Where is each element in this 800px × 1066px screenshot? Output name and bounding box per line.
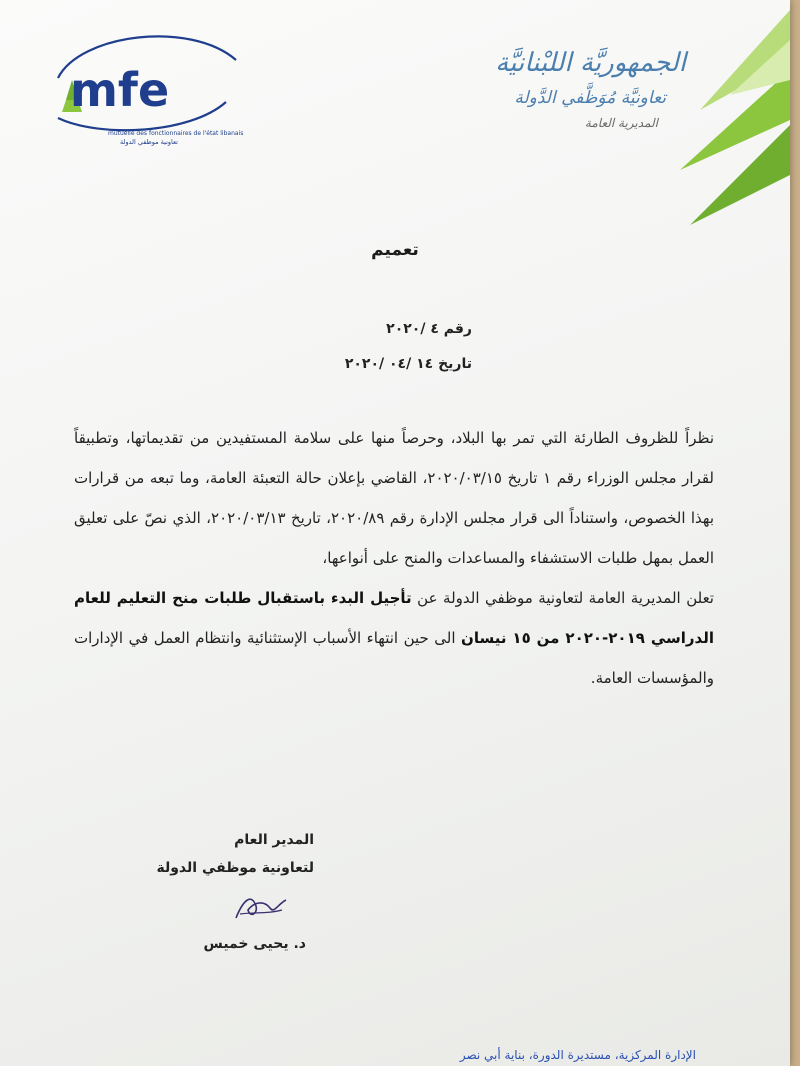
- mfe-logo-mark: [40, 26, 240, 136]
- letterhead-institution: تعاونيَّة مُوَظَّفي الدَّولة: [514, 88, 666, 108]
- handwritten-signature: [230, 888, 290, 928]
- footer-address: الإدارة المركزية، مستديرة الدورة، بناية أبي نصر: [459, 1048, 696, 1062]
- body-paragraph-1: نظراً للظروف الطارئة التي تمر بها البلاد، وحرصاً منها على سلامة المستفيدين من تقديماتها، وتطبيقاً لقرار مجلس الوزراء رقم ١ تاريخ ٢٠٢٠/٠٣/١٥، القاضي بإعلان حالة التعبئة العامة، وما تبعه من قرارات بهذا الخصوص، واستناداً الى قرار مجلس الإدارة رقم ٢٠٢٠/٨٩، تاريخ ٢٠٢٠/٠٣/١٣، الذي نصّ على تعليق العمل بمهل طلبات الاستشفاء والمساعدات والمنح على أنواعها،: [74, 429, 714, 567]
- circular-date: تاريخ ١٤ /٠٤ /٢٠٢٠: [344, 356, 472, 372]
- letterhead: [495, 46, 686, 130]
- document-title: تعميم: [371, 240, 419, 260]
- signature-role: المدير العام: [234, 832, 314, 848]
- paragraph-2-emphasis: تأجيل البدء باستقبال طلبات منح التعليم للعام الدراسي ٢٠١٩-٢٠٢٠ من ١٥ نيسان: [74, 589, 714, 647]
- paragraph-2-tail: الى حين انتهاء الأسباب الإستثنائية وانتظام العمل في الإدارات والمؤسسات العامة.: [74, 629, 714, 687]
- letterhead-republic: الجمهوريَّة اللبْنانيَّة: [495, 48, 686, 78]
- signature-block: [156, 826, 314, 882]
- letterhead-directorate: المديرية العامة: [584, 116, 658, 130]
- mfe-logo: [40, 26, 244, 156]
- logo-caption-french: mutuelle des fonctionnaires de l'état libanais: [108, 130, 244, 137]
- mfe-logo-text: mfe: [70, 63, 170, 117]
- decorative-stripes: [680, 0, 790, 230]
- signature-organization: لتعاونية موظفي الدولة: [156, 860, 314, 876]
- paragraph-2-lead: تعلن المديرية العامة لتعاونية موظفي الدولة عن: [411, 589, 714, 607]
- signatory-name: د. يحيى خميس: [203, 936, 306, 952]
- body-paragraph-2: [74, 578, 714, 698]
- logo-caption-arabic: تعاونية موظفي الدولة: [120, 138, 178, 146]
- document-body: [74, 418, 714, 698]
- circular-number: رقم ٤ /٢٠٢٠: [386, 321, 472, 337]
